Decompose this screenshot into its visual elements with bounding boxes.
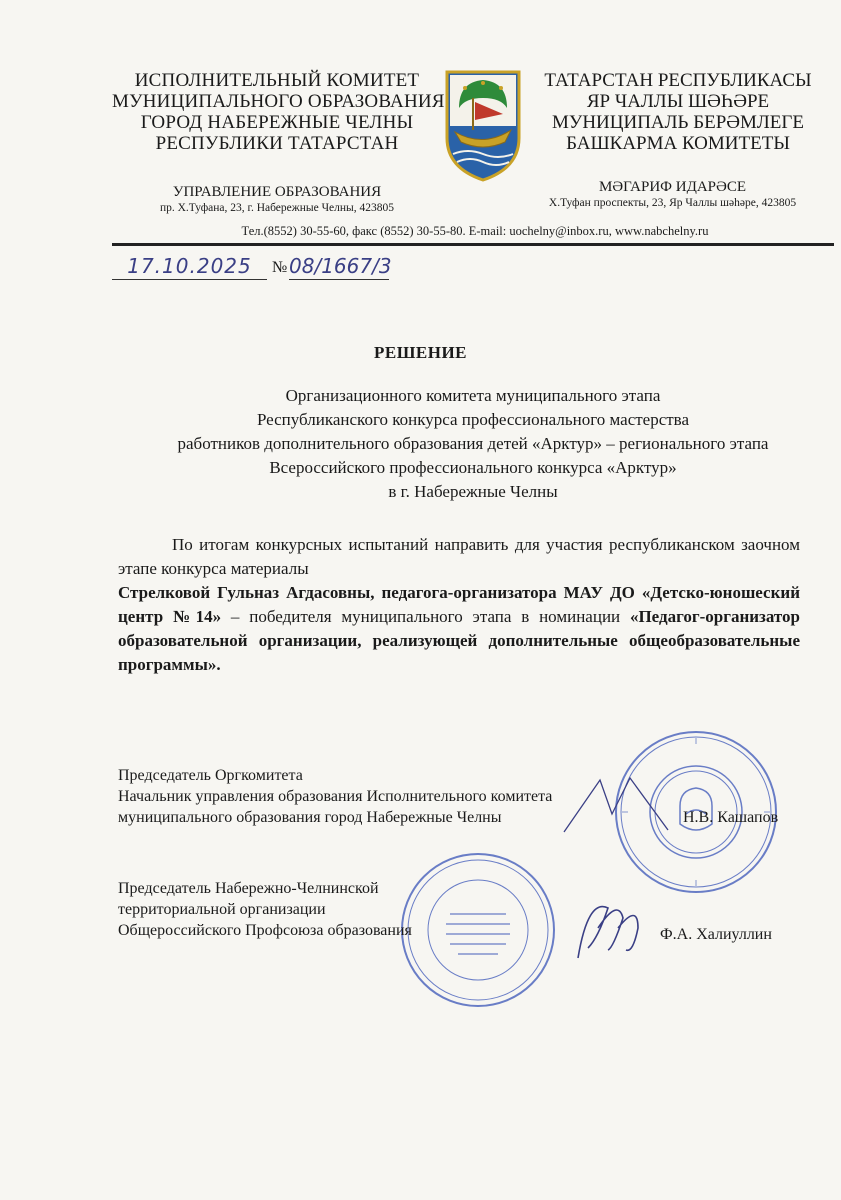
sig1-line-3: муниципального образования город Набережные Челны <box>118 809 502 826</box>
subtitle-line-2: Республиканского конкурса профессионального мастерства <box>256 410 690 429</box>
department-right <box>520 179 825 211</box>
header-right-line-1: ТАТАРСТАН РЕСПУБЛИКАСЫ <box>544 70 812 91</box>
document-subtitle <box>112 384 834 504</box>
department-right-address: Х.Туфан проспекты, 23, Яр Чаллы шәһәре, 423805 <box>548 197 797 209</box>
subtitle-line-3: работников дополнительного образования детей «Арктур» – регионального этапа <box>177 434 769 453</box>
header-left-line-2: МУНИЦИПАЛЬНОГО ОБРАЗОВАНИЯ <box>112 91 445 112</box>
body-person: Стрелковой Гульназ Агдасовны, педагога-организатора МАУ ДО «Детско-юношеский центр №14» <box>118 583 800 626</box>
header-right-authority <box>528 70 828 154</box>
sig1-line-1: Председатель Оргкомитета <box>118 767 303 784</box>
sig2-line-2: территориальной организации <box>118 901 326 918</box>
document-body <box>118 533 800 677</box>
body-middle: – победителя муниципального этапа в номинации <box>221 607 630 626</box>
registration-number-sign: № <box>272 259 288 276</box>
sig2-line-1: Председатель Набережно-Челнинской <box>118 880 379 897</box>
signature-kashapov <box>560 770 670 840</box>
signatory-name-khaliullin: Ф.А. Халиуллин <box>660 926 772 943</box>
registration-number: 08/1667/3 <box>289 254 392 278</box>
signature-block-chairman <box>118 765 552 828</box>
signatory-name-kashapov: Н.В. Кашапов <box>683 809 779 826</box>
signature-khaliullin <box>568 888 648 968</box>
header-left-authority <box>112 70 445 154</box>
subtitle-line-5: в г. Набережные Челны <box>388 482 558 501</box>
department-left-address: пр. Х.Туфана, 23, г. Набережные Челны, 423805 <box>159 202 395 214</box>
header-divider <box>112 243 834 246</box>
header-right-line-3: МУНИЦИПАЛЬ БЕРӘМЛЕГЕ <box>551 112 804 133</box>
department-right-title: МӘГАРИФ ИДАРӘСЕ <box>598 179 747 195</box>
contact-line: Тел.(8552) 30-55-60, факс (8552) 30-55-80. E-mail: uochelny@inbox.ru, www.nabchelny.ru <box>241 224 709 238</box>
signature-block-union <box>118 878 412 941</box>
union-seal-stamp <box>398 850 558 1010</box>
header-left-line-4: РЕСПУБЛИКИ ТАТАРСТАН <box>155 133 399 154</box>
header-left-line-3: ГОРОД НАБЕРЕЖНЫЕ ЧЕЛНЫ <box>140 112 414 133</box>
sig1-line-2: Начальник управления образования Исполнительного комитета <box>118 788 553 805</box>
department-left <box>112 184 442 216</box>
sig2-line-3: Общероссийского Профсоюза образования <box>118 922 412 939</box>
header-right-line-4: БАШКАРМА КОМИТЕТЫ <box>566 133 790 154</box>
document-title: РЕШЕНИЕ <box>373 343 467 362</box>
body-nomination: «Педагог-организатор образовательной организации, реализующей дополнительные общеобразовательные программы». <box>118 607 801 674</box>
subtitle-line-1: Организационного комитета муниципального этапа <box>285 386 661 405</box>
header-right-line-2: ЯР ЧАЛЛЫ ШӘҺӘРЕ <box>586 91 770 112</box>
header-left-line-1: ИСПОЛНИТЕЛЬНЫЙ КОМИТЕТ <box>134 70 420 91</box>
subtitle-line-4: Всероссийского профессионального конкурса «Арктур» <box>269 458 677 477</box>
department-left-title: УПРАВЛЕНИЕ ОБРАЗОВАНИЯ <box>172 184 382 200</box>
body-intro: По итогам конкурсных испытаний направить для участия республиканском заочном этапе конкурса материалы <box>118 535 800 578</box>
registration-date: 17.10.2025 <box>112 255 267 280</box>
city-coat-of-arms-icon <box>441 68 525 184</box>
body-decision <box>118 581 800 677</box>
